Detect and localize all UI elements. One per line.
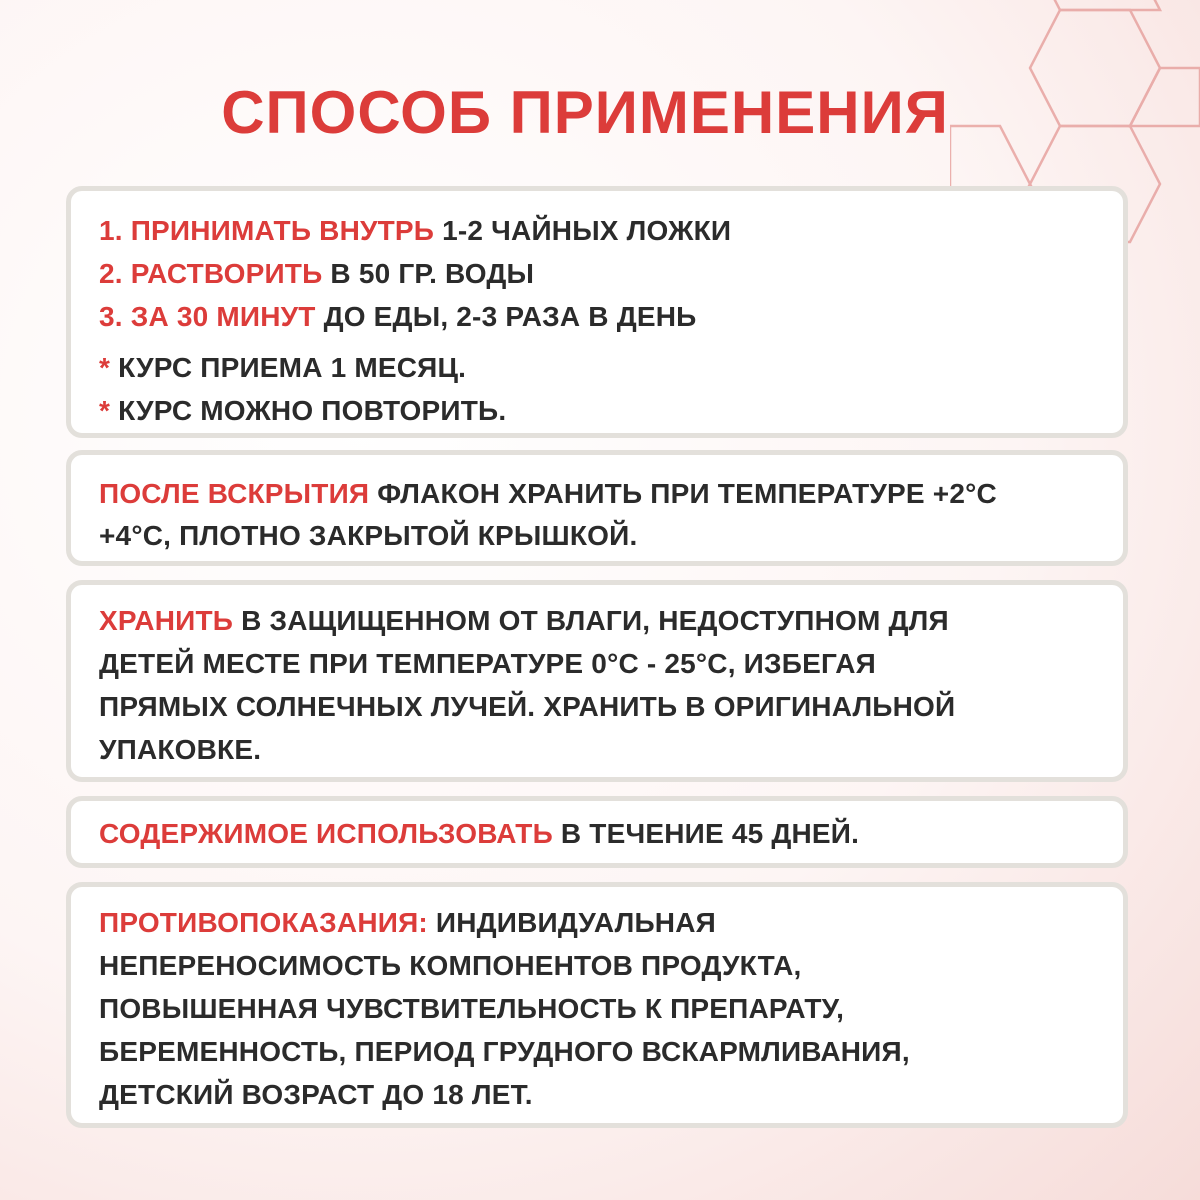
usage-instructions-card: [66, 186, 1128, 438]
storage-card: [66, 580, 1128, 782]
contraindications-line: НЕПЕРЕНОСИМОСТЬ КОМПОНЕНТОВ ПРОДУКТА,: [99, 950, 802, 981]
after-opening-highlight: ПОСЛЕ ВСКРЫТИЯ: [99, 478, 370, 509]
usage-note: [99, 346, 1099, 389]
after-opening-card: [66, 450, 1128, 566]
storage-line: УПАКОВКЕ.: [99, 734, 262, 765]
usage-note-text: КУРС МОЖНО ПОВТОРИТЬ.: [118, 395, 507, 426]
page-title: СПОСОБ ПРИМЕНЕНИЯ: [221, 79, 949, 146]
usage-period-text: В ТЕЧЕНИЕ 45 ДНЕЙ.: [560, 818, 860, 849]
usage-step: [99, 252, 1099, 295]
usage-step-text: ДО ЕДЫ, 2-3 РАЗА В ДЕНЬ: [323, 301, 697, 332]
usage-step: [99, 209, 1099, 252]
usage-note: [99, 389, 1099, 432]
usage-step-highlight: 2. РАСТВОРИТЬ: [99, 258, 323, 289]
contraindications-highlight: ПРОТИВОПОКАЗАНИЯ:: [99, 907, 428, 938]
usage-step-text: 1-2 ЧАЙНЫХ ЛОЖКИ: [442, 215, 732, 246]
after-opening-line: [99, 473, 1099, 515]
contraindications-card: [66, 882, 1128, 1128]
asterisk-marker: *: [99, 395, 111, 426]
usage-period-card: [66, 796, 1128, 868]
usage-step-highlight: 3. ЗА 30 МИНУТ: [99, 301, 316, 332]
usage-note-text: КУРС ПРИЕМА 1 МЕСЯЦ.: [118, 352, 467, 383]
after-opening-line: +4°С, ПЛОТНО ЗАКРЫТОЙ КРЫШКОЙ.: [99, 520, 638, 551]
contraindications-line: ПОВЫШЕННАЯ ЧУВСТВИТЕЛЬНОСТЬ К ПРЕПАРАТУ,: [99, 993, 845, 1024]
asterisk-marker: *: [99, 352, 111, 383]
contraindications-line: [99, 901, 1099, 944]
storage-text: В ЗАЩИЩЕННОМ ОТ ВЛАГИ, НЕДОСТУПНОМ ДЛЯ: [241, 605, 949, 636]
usage-period-highlight: СОДЕРЖИМОЕ ИСПОЛЬЗОВАТЬ: [99, 818, 553, 849]
usage-step-highlight: 1. ПРИНИМАТЬ ВНУТРЬ: [99, 215, 435, 246]
storage-line: ДЕТЕЙ МЕСТЕ ПРИ ТЕМПЕРАТУРЕ 0°С - 25°С, ИЗБЕГАЯ: [99, 648, 877, 679]
contraindications-line: ДЕТСКИЙ ВОЗРАСТ ДО 18 ЛЕТ.: [99, 1079, 533, 1110]
storage-line: [99, 599, 1099, 642]
contraindications-text: ИНДИВИДУАЛЬНАЯ: [435, 907, 716, 938]
storage-highlight: ХРАНИТЬ: [99, 605, 234, 636]
usage-step: [99, 295, 1099, 338]
after-opening-text: ФЛАКОН ХРАНИТЬ ПРИ ТЕМПЕРАТУРЕ +2°С: [377, 478, 997, 509]
contraindications-line: БЕРЕМЕННОСТЬ, ПЕРИОД ГРУДНОГО ВСКАРМЛИВАНИЯ,: [99, 1036, 910, 1067]
usage-step-text: В 50 ГР. ВОДЫ: [330, 258, 535, 289]
storage-line: ПРЯМЫХ СОЛНЕЧНЫХ ЛУЧЕЙ. ХРАНИТЬ В ОРИГИНАЛЬНОЙ: [99, 691, 956, 722]
usage-period-line: [99, 815, 1099, 853]
